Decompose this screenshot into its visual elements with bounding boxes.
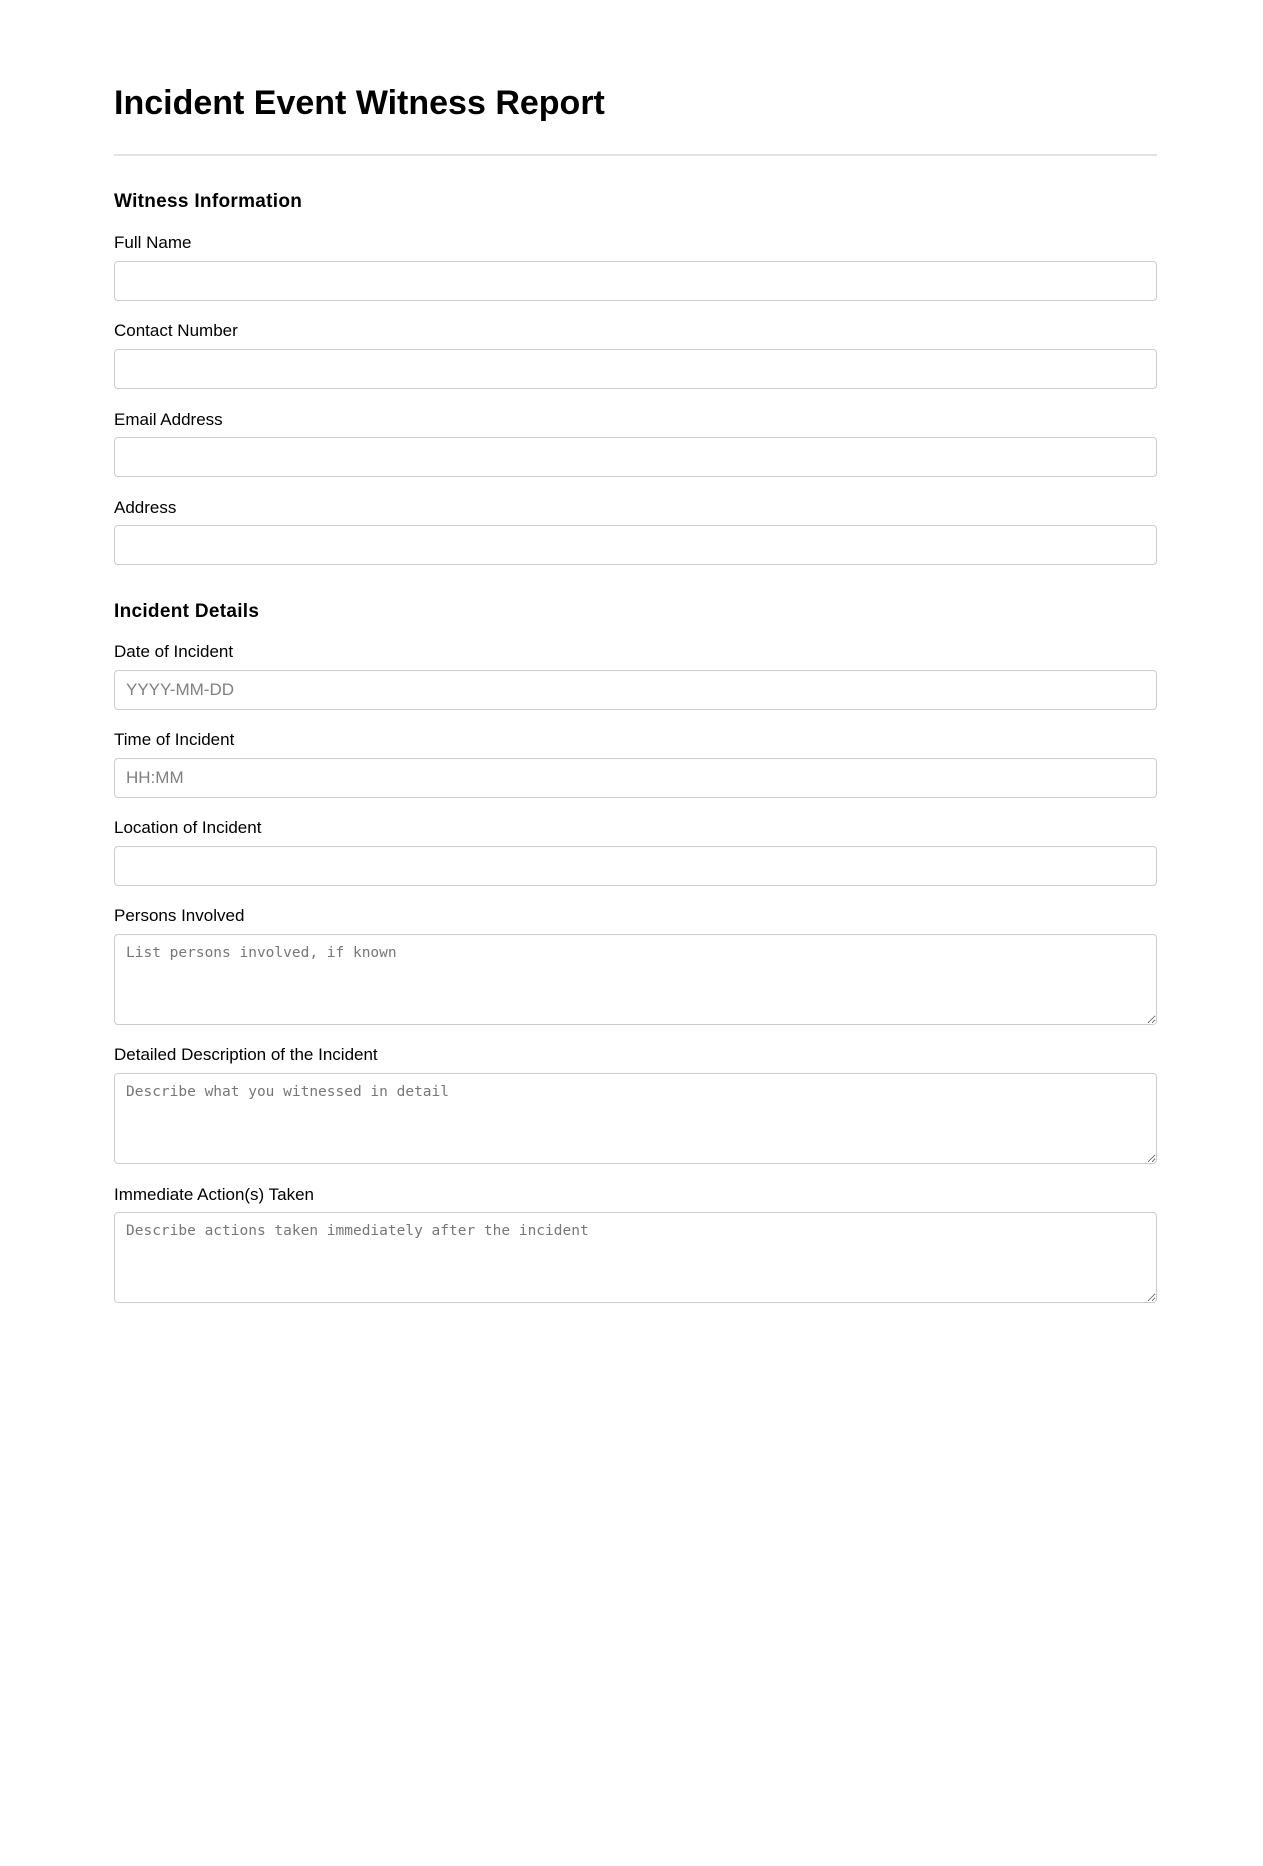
actions-textarea[interactable]: [114, 1212, 1157, 1303]
persons-textarea[interactable]: [114, 934, 1157, 1025]
time-input[interactable]: [114, 758, 1157, 798]
location-input[interactable]: [114, 846, 1157, 886]
date-label: Date of Incident: [114, 642, 234, 661]
incident-section-header: [114, 600, 259, 624]
section-title-incident: Incident Details: [114, 601, 260, 622]
witness-section-header: [114, 190, 302, 214]
date-input[interactable]: [114, 670, 1157, 710]
location-label: Location of Incident: [114, 818, 262, 837]
address-label: Address: [114, 498, 177, 517]
title-divider: [114, 154, 1157, 156]
field-date: [114, 641, 233, 663]
actions-label: Immediate Action(s) Taken: [114, 1185, 314, 1204]
field-full-name: [114, 232, 191, 254]
description-label: Detailed Description of the Incident: [114, 1045, 378, 1064]
section-title-witness: Witness Information: [114, 191, 303, 212]
address-input[interactable]: [114, 525, 1157, 565]
page-title: Incident Event Witness Report: [114, 84, 605, 122]
contact-number-label: Contact Number: [114, 321, 238, 340]
full-name-input[interactable]: [114, 261, 1157, 301]
persons-label: Persons Involved: [114, 906, 245, 925]
field-actions: [114, 1184, 314, 1206]
time-label: Time of Incident: [114, 730, 235, 749]
field-description: [114, 1044, 378, 1066]
field-address: [114, 497, 176, 519]
email-input[interactable]: [114, 437, 1157, 477]
field-location: [114, 817, 261, 839]
field-persons: [114, 905, 244, 927]
full-name-label: Full Name: [114, 233, 192, 252]
email-label: Email Address: [114, 410, 223, 429]
contact-number-input[interactable]: [114, 349, 1157, 389]
field-contact-number: [114, 320, 238, 342]
description-textarea[interactable]: [114, 1073, 1157, 1164]
field-time: [114, 729, 234, 751]
field-email: [114, 409, 223, 431]
